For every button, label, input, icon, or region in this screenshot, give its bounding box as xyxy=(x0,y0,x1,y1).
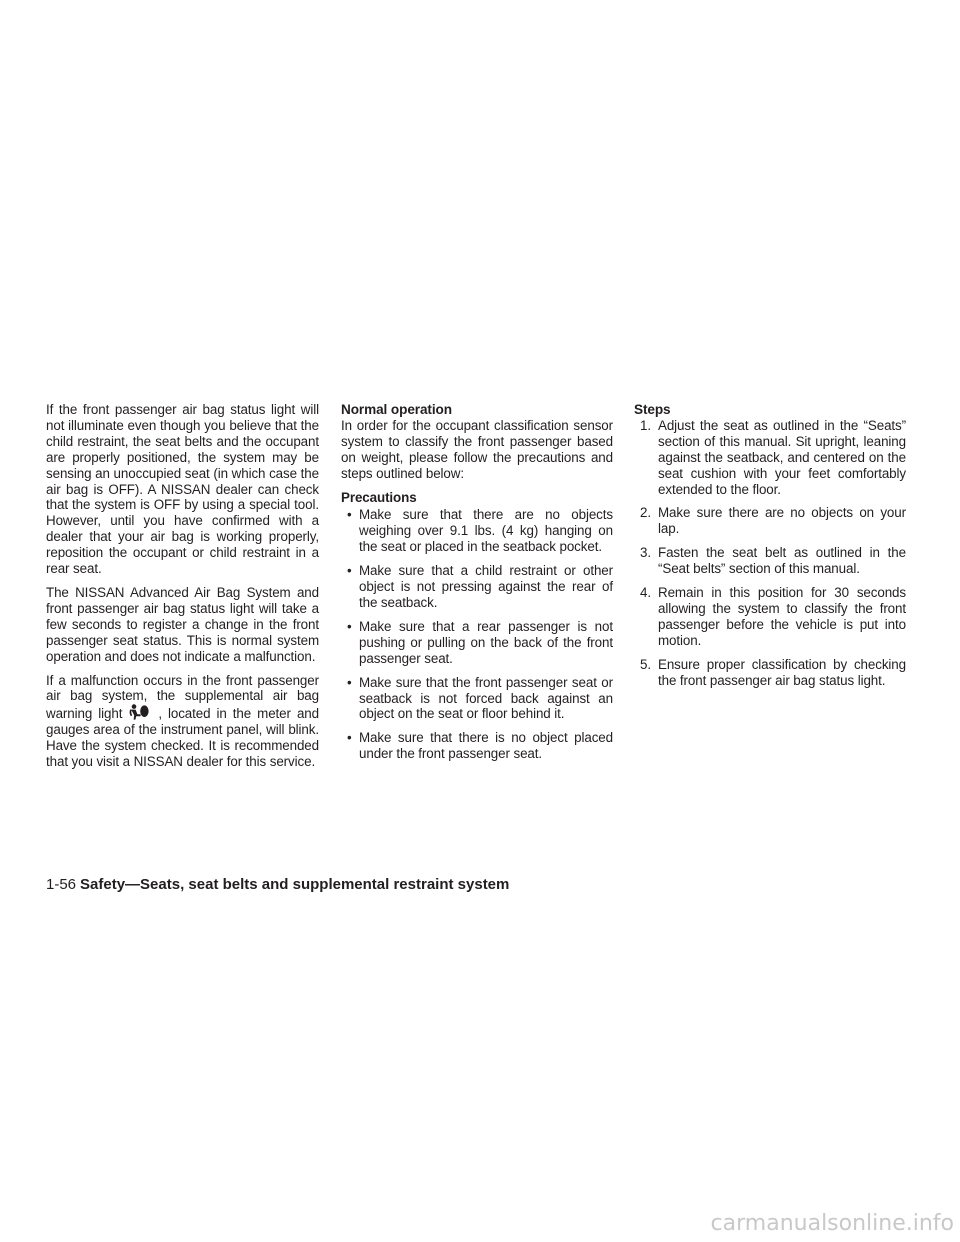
airbag-warning-icon xyxy=(128,704,150,720)
step-text: Make sure there are no objects on your lap. xyxy=(658,505,906,537)
list-item-text: Make sure that a rear passenger is not pushing or pulling on the back of the front passenger seat. xyxy=(359,618,613,666)
column-3 xyxy=(634,402,906,697)
section-title: Safety—Seats, seat belts and supplemental restraint system xyxy=(80,876,510,893)
step-text: Ensure proper classification by checking the front passenger air bag status light. xyxy=(658,656,906,688)
heading-precautions: Precautions xyxy=(341,489,417,505)
page-footer xyxy=(46,876,509,893)
list-item xyxy=(341,730,613,762)
step-text: Remain in this position for 30 seconds allowing the system to classify the front passenger before the vehicle is put into motion. xyxy=(658,585,906,648)
bullet-marker: • xyxy=(347,563,352,579)
paragraph-malfunction xyxy=(46,673,319,770)
step-text: Adjust the seat as outlined in the “Seats” section of this manual. Sit upright, leaning against the seatback, and centered on the seat cushion with your feet comfortably extended to the floor. xyxy=(658,417,906,497)
list-item-text: Make sure that the front passenger seat or seatback is not forced back against an object on the seat or floor behind it. xyxy=(359,674,613,722)
step-text: Fasten the seat belt as outlined in the “Seat belts” section of this manual. xyxy=(658,545,906,577)
list-item xyxy=(634,545,906,577)
list-item xyxy=(341,619,613,667)
bullet-marker: • xyxy=(347,618,352,634)
steps-list xyxy=(634,418,906,689)
heading-normal-operation: Normal operation xyxy=(341,402,452,417)
paragraph-normal-operation-intro: In order for the occupant classification sensor system to classify the front passenger based on weight, please follow the precautions and steps outlined below: xyxy=(341,417,613,481)
precautions-list xyxy=(341,507,613,762)
list-item-text: Make sure that there are no objects weighing over 9.1 lbs. (4 kg) hanging on the seat or placed in the seatback pocket. xyxy=(359,507,613,555)
paragraph-system-timing: The NISSAN Advanced Air Bag System and front passenger air bag status light will take a few seconds to register a change in the front passenger seat status. This is normal system operation and does not indicate a malfunction. xyxy=(46,584,319,664)
bullet-marker: • xyxy=(347,674,352,690)
bullet-marker: • xyxy=(347,730,352,746)
list-item-text: Make sure that a child restraint or other object is not pressing against the rear of the seatback. xyxy=(359,563,613,610)
step-number: 4. xyxy=(640,585,651,601)
list-item xyxy=(634,505,906,537)
list-item xyxy=(634,657,906,689)
column-1 xyxy=(46,402,319,778)
list-item xyxy=(341,507,613,555)
heading-steps: Steps xyxy=(634,402,671,417)
step-number: 3. xyxy=(640,545,651,561)
step-number: 2. xyxy=(640,505,651,521)
malfunction-text-start: If a malfunction occurs in the front passenger air bag system, the supplemental air bag warning light xyxy=(46,672,319,722)
list-item xyxy=(341,563,613,611)
step-number: 5. xyxy=(640,656,651,672)
malfunction-text-end: , located in the meter and gauges area of the instrument panel, will blink. Have the system checked. It is recommended that you visit a NISSAN dealer for this service. xyxy=(46,706,319,770)
bullet-marker: • xyxy=(347,507,352,523)
column-2 xyxy=(341,402,613,770)
list-item xyxy=(634,585,906,649)
step-number: 1. xyxy=(640,417,651,433)
watermark: carmanualsonline.info xyxy=(710,1211,954,1236)
list-item xyxy=(341,675,613,723)
paragraph-status-light: If the front passenger air bag status light will not illuminate even though you believe that the child restraint, the seat belts and the occupant are properly positioned, the system may be sensing an unoccupied seat (in which case the air bag is OFF). A NISSAN dealer can check that the system is OFF by using a special tool. However, until you have confirmed with a dealer that your air bag is working properly, reposition the occupant or child restraint in a rear seat. xyxy=(46,402,319,577)
list-item-text: Make sure that there is no object placed under the front passenger seat. xyxy=(359,730,613,762)
list-item xyxy=(634,418,906,498)
page-number: 1-56 xyxy=(46,876,77,893)
